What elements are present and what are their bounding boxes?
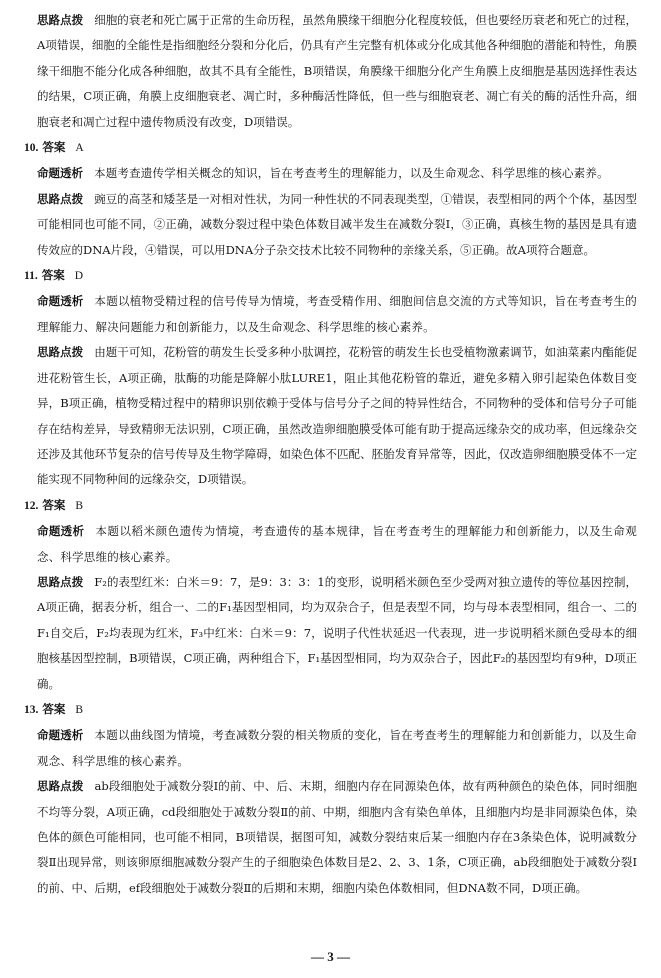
silu-label: 思路点拨 <box>37 13 84 27</box>
touxi-text: 本题以曲线图为情境，考查减数分裂的相关物质的变化，旨在考查考生的理解能力和创新能力，以及生命观念、科学思维的核心素养。 <box>37 728 638 768</box>
answer-label: 答案 <box>42 497 66 512</box>
touxi-label: 命题透析 <box>37 728 84 743</box>
silu-label: 思路点拨 <box>37 345 84 360</box>
question-number: 12. <box>24 499 39 512</box>
answer-value: D <box>74 270 84 283</box>
answer-line <box>24 135 637 161</box>
page-number: — 3 — <box>311 949 350 964</box>
answer-value: A <box>75 142 84 155</box>
silu-label: 思路点拨 <box>37 574 84 589</box>
silu-paragraph <box>24 340 637 492</box>
answer-label: 答案 <box>41 268 65 283</box>
touxi-paragraph <box>24 161 637 186</box>
silu-paragraph <box>24 774 637 901</box>
touxi-text: 本题考查遗传学相关概念的知识，旨在考查考生的理解能力，以及生命观念、科学思维的核心素养。 <box>94 166 609 181</box>
silu-label: 思路点拨 <box>37 779 84 794</box>
question-number: 10. <box>24 142 39 155</box>
answer-line <box>24 697 637 723</box>
silu-text: ab段细胞处于减数分裂Ⅰ的前、中、后、末期，细胞内存在同源染色体，故有两种颜色的染色体，同时细胞不均等分裂，A项正确，cd段细胞处于减数分裂Ⅱ的前、中期，细胞内含有染色单体，且细胞内均是非同源染色体，染色体的颜色可能相同，也可能不相同，B项错误，据图可知，减数分裂结束后某一细胞内存在3条染色体，说明减数分裂Ⅱ出现异常，则该卵原细胞减数分裂产生的子细胞染色体数目是2、2、3、1条，C项正确，ab段细胞处于减数分裂Ⅰ的前、中、后期，ef段细胞处于减数分裂Ⅱ的后期和末期，细胞内染色体数相同，但DNA数不同，D项正确。 <box>37 779 637 895</box>
silu-text: 细胞的衰老和死亡属于正常的生命历程，虽然角膜缘干细胞分化程度较低，但也要经历衰老和死亡的过程，A项错误，细胞的全能性是指细胞经分裂和分化后，仍具有产生完整有机体或分化成其他各种细胞的潜能和特性，角膜缘干细胞不能分化成各种细胞，故其不具有全能性，B项错误，角膜缘干细胞分化产生角膜上皮细胞是基因选择性表达的结果，C项正确，角膜上皮细胞衰老、凋亡时，多种酶活性降低，但一些与细胞衰老、凋亡有关的酶的活性升高，细胞衰老和凋亡过程中遗传物质没有改变，D项错误。 <box>37 13 637 129</box>
silu-paragraph <box>24 187 637 263</box>
silu-text: F₂的表型红米：白米＝9：7，是9：3：3：1的变形，说明稻米颜色至少受两对独立遗传的等位基因控制，A项正确，据表分析，组合一、二的F₁基因型相同，均为双杂合子，但是表型不同，均与母本表型相同，组合一、二的F₁自交后，F₂均表现为红米，F₃中红米：白米＝9：7，说明子代性状延迟一代表现，进一步说明稻米颜色受母本的细胞核基因型控制，B项错误，C项正确，两种组合下，F₁基因型相同，均为双杂合子，因此F₂的基因型均有9种，D项正确。 <box>37 574 638 691</box>
touxi-paragraph <box>24 519 637 570</box>
touxi-label: 命题透析 <box>37 166 83 181</box>
touxi-paragraph <box>24 289 637 340</box>
answer-value: B <box>75 703 84 716</box>
touxi-label: 命题透析 <box>37 524 85 539</box>
answer-label: 答案 <box>42 701 66 716</box>
answer-line <box>24 263 637 289</box>
answer-value: B <box>75 499 84 512</box>
question-number: 11. <box>24 270 38 283</box>
silu-text: 豌豆的高茎和矮茎是一对相对性状，为同一种性状的不同表现类型，①错误，表型相同的两个个体，基因型可能相同也可能不同，②正确，减数分裂过程中染色体数目减半发生在减数分裂Ⅰ，③正确，真核生物的基因是具有遗传效应的DNA片段，④错误，可以用DNA分子杂交技术比较不同物种的亲缘关系，⑤正确。故A项符合题意。 <box>37 191 637 257</box>
touxi-text: 本题以稻米颜色遗传为情境，考查遗传的基本规律，旨在考查考生的理解能力和创新能力，以及生命观念、科学思维的核心素养。 <box>37 524 637 564</box>
answer-line <box>24 493 637 519</box>
touxi-text: 本题以植物受精过程的信号传导为情境，考查受精作用、细胞间信息交流的方式等知识，旨在考查考生的理解能力、解决问题能力和创新能力，以及生命观念、科学思维的核心素养。 <box>37 294 638 334</box>
answer-label: 答案 <box>42 140 66 155</box>
silu-text: 由题干可知，花粉管的萌发生长受多种小肽调控，花粉管的萌发生长也受植物激素调节，如油菜素内酯能促进花粉管生长，A项正确，肽酶的功能是降解小肽LURE1，阻止其他花粉管的靠近，避免多精入卵引起染色体数目变异，B项正确，植物受精过程中的精卵识别依赖于受体与信号分子之间的特异性结合，不同物种的受体和信号分子可能存在结构差异，导致精卵无法识别，C项正确，虽然改造卵细胞膜受体可能有助于提高远缘杂交的成功率，但远缘杂交还涉及其他环节复杂的信号传导及生物学障碍，如染色体不匹配、胚胎发育异常等，因此，仅改造卵细胞膜受体不一定能实现不同物种间的远缘杂交，D项错误。 <box>37 345 637 487</box>
silu-label: 思路点拨 <box>37 191 84 206</box>
question-number: 13. <box>24 703 39 716</box>
touxi-label: 命题透析 <box>37 294 84 309</box>
intro-paragraph <box>24 8 637 135</box>
touxi-paragraph <box>24 723 637 774</box>
silu-paragraph <box>24 570 637 697</box>
